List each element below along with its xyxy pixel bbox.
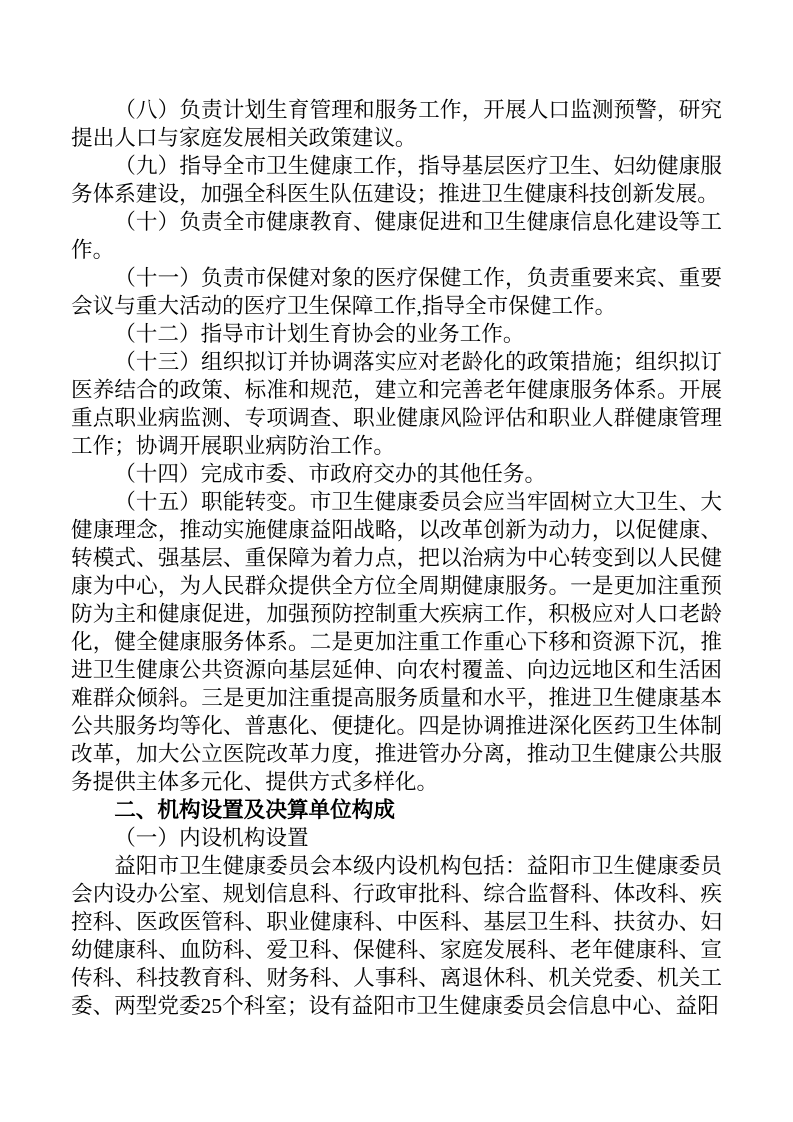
body-paragraph: （十）负责全市健康教育、健康促进和卫生健康信息化建设等工作。 (71, 210, 722, 262)
body-paragraph: （十一）负责市保健对象的医疗保健工作，负责重要来宾、重要会议与重大活动的医疗卫生保障工作,指导全市保健工作。 (71, 266, 722, 318)
body-paragraph: （八）负责计划生育管理和服务工作，开展人口监测预警，研究提出人口与家庭发展相关政策建议。 (71, 98, 722, 150)
document-body (71, 96, 722, 1020)
section-heading: 二、机构设置及决算单位构成 (114, 797, 395, 822)
body-paragraph: （十五）职能转变。市卫生健康委员会应当牢固树立大卫生、大健康理念，推动实施健康益阳战略，以改革创新为动力，以促健康、转模式、强基层、重保障为着力点，把以治病为中心转变到以人民健康为中心，为人民群众提供全方位全周期健康服务。一是更加注重预防为主和健康促进，加强预防控制重大疾病工作，积极应对人口老龄化，健全健康服务体系。二是更加注重工作重心下移和资源下沉，推进卫生健康公共资源向基层延伸、向农村覆盖、向边远地区和生活困难群众倾斜。三是更加注重提高服务质量和水平，推进卫生健康基本公共服务均等化、普惠化、便捷化。四是协调推进深化医药卫生体制改革，加大公立医院改革力度，推进管办分离，推动卫生健康公共服务提供主体多元化、提供方式多样化。 (71, 490, 722, 794)
body-paragraph: （九）指导全市卫生健康工作，指导基层医疗卫生、妇幼健康服务体系建设，加强全科医生队伍建设；推进卫生健康科技创新发展。 (71, 154, 722, 206)
body-paragraph: （十二）指导市计划生育协会的业务工作。 (114, 322, 525, 346)
body-paragraph: （十四）完成市委、市政府交办的其他任务。 (114, 462, 547, 486)
body-paragraph: （十三）组织拟订并协调落实应对老龄化的政策措施；组织拟订医养结合的政策、标准和规范，建立和完善老年健康服务体系。开展重点职业病监测、专项调查、职业健康风险评估和职业人群健康管理工作；协调开展职业病防治工作。 (71, 350, 722, 458)
body-paragraph: （一）内设机构设置 (114, 826, 309, 850)
body-paragraph: 益阳市卫生健康委员会本级内设机构包括：益阳市卫生健康委员会内设办公室、规划信息科、行政审批科、综合监督科、体改科、疾控科、医政医管科、职业健康科、中医科、基层卫生科、扶贫办、妇幼健康科、血防科、爱卫科、保健科、家庭发展科、老年健康科、宣传科、科技教育科、财务科、人事科、离退休科、机关党委、机关工委、两型党委25个科室；设有益阳市卫生健康委员会信息中心、益阳 (71, 854, 722, 1018)
